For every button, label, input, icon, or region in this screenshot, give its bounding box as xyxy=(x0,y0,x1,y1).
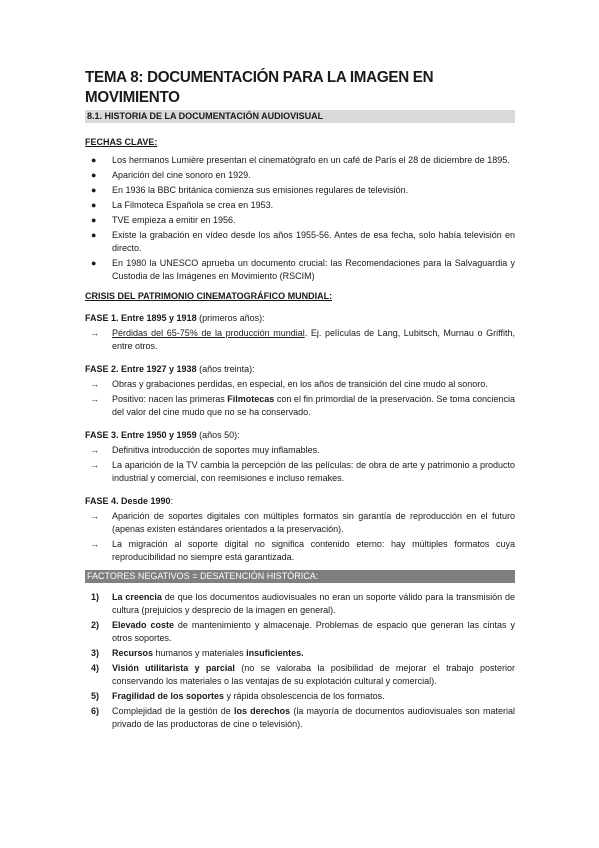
phase-heading: FASE 4. Desde 1990: xyxy=(85,496,174,506)
arrow-right-icon: → xyxy=(90,328,99,338)
list-item: → Definitiva introducción de soportes muy inflamables. xyxy=(90,445,320,455)
page-title: TEMA 8: DOCUMENTACIÓN PARA LA IMAGEN EN MOVIMIENTO xyxy=(85,69,434,106)
list-item: ● TVE empieza a emitir en 1956. xyxy=(91,215,236,225)
bullet-icon: ● xyxy=(91,185,97,195)
phase-list xyxy=(85,444,515,485)
list-item: → Pérdidas del 65-75% de la producción mundial. Ej. películas de Lang, Lubitsch, Murnau o Griffith, entre otros. xyxy=(90,328,515,351)
arrow-right-icon: → xyxy=(90,379,99,389)
arrow-right-icon: → xyxy=(90,445,99,455)
list-item: ● Existe la grabación en vídeo desde los años 1955-56. Antes de esa fecha, solo había televisión en directo. xyxy=(91,230,515,253)
arrow-right-icon: → xyxy=(90,460,99,470)
crisis-heading: CRISIS DEL PATRIMONIO CINEMATOGRÁFICO MUNDIAL: xyxy=(85,291,333,301)
list-item: ● En 1980 la UNESCO aprueba un documento crucial: las Recomendaciones para la Salvaguardia y Custodia de las Imágenes en Movimiento (RSCIM) xyxy=(91,258,515,281)
list-item: → Aparición de soportes digitales con múltiples formatos sin garantía de reproducción en el futuro (apenas existen estándares orientados a la preservación). xyxy=(90,511,515,534)
key-dates-heading: FECHAS CLAVE: xyxy=(85,137,158,147)
list-item: ● Los hermanos Lumière presentan el cinematógrafo en un café de París el 28 de diciembre de 1895. xyxy=(91,155,510,165)
phase-list xyxy=(85,510,515,564)
list-item: 6) Complejidad de la gestión de los derechos (la mayoría de documentos audiovisuales son material privado de las productoras de cine o televisión). xyxy=(91,706,515,729)
list-item: 5) Fragilidad de los soportes y rápida obsolescencia de los formatos. xyxy=(91,691,385,701)
phase-heading: FASE 1. Entre 1895 y 1918 (primeros años): xyxy=(85,313,265,323)
document-page xyxy=(85,68,515,733)
list-item: 4) Visión utilitarista y parcial (no se valoraba la posibilidad de mejorar el trabajo posterior conservando los materiales o las ventajas de su explotación cultural y comercial). xyxy=(91,663,516,686)
bullet-icon: ● xyxy=(91,258,97,268)
list-item: → La aparición de la TV cambia la percepción de las películas: de obra de arte y patrimonio a producto industrial y comercial, con reemisiones e incluso remakes. xyxy=(90,460,515,483)
list-item: ● La Filmoteca Española se crea en 1953. xyxy=(91,200,274,210)
bullet-icon: ● xyxy=(91,230,97,240)
section-heading: 8.1. HISTORIA DE LA DOCUMENTACIÓN AUDIOVISUAL xyxy=(85,110,515,123)
phase-list xyxy=(85,378,515,419)
bullet-icon: ● xyxy=(91,170,97,180)
bullet-icon: ● xyxy=(91,200,97,210)
arrow-right-icon: → xyxy=(90,539,99,549)
list-item: 3) Recursos humanos y materiales insuficientes. xyxy=(91,648,304,658)
list-item: → La migración al soporte digital no significa contenido eterno: hay múltiples formatos cuya reproducibilidad no siempre está garantizada. xyxy=(90,539,515,562)
list-item: ● Aparición del cine sonoro en 1929. xyxy=(91,170,251,180)
negative-factors-list xyxy=(85,591,515,731)
negative-factors-heading: FACTORES NEGATIVOS = DESATENCIÓN HISTÓRICA: xyxy=(85,570,515,583)
list-item: 2) Elevado coste de mantenimiento y almacenaje. Problemas de espacio que generan las cintas y otros soportes. xyxy=(91,620,515,643)
phase-heading: FASE 2. Entre 1927 y 1938 (años treinta): xyxy=(85,364,255,374)
phase-list xyxy=(85,327,515,353)
list-item: 1) La creencia de que los documentos audiovisuales no eran un soporte válido para la transmisión de cultura (prejuicios y desprecio de la imagen en general). xyxy=(91,592,516,615)
list-item: ● En 1936 la BBC británica comienza sus emisiones regulares de televisión. xyxy=(91,185,409,195)
bullet-icon: ● xyxy=(91,155,97,165)
phase-heading: FASE 3. Entre 1950 y 1959 (años 50): xyxy=(85,430,240,440)
bullet-icon: ● xyxy=(91,215,97,225)
list-item: → Obras y grabaciones perdidas, en especial, en los años de transición del cine mudo al sonoro. xyxy=(90,379,488,389)
key-dates-list xyxy=(85,154,515,283)
list-item: → Positivo: nacen las primeras Filmotecas con el fin primordial de la preservación. Se toma conciencia del valor del cine mudo que no se ha conservado. xyxy=(90,394,515,417)
arrow-right-icon: → xyxy=(90,394,99,404)
arrow-right-icon: → xyxy=(90,511,99,521)
